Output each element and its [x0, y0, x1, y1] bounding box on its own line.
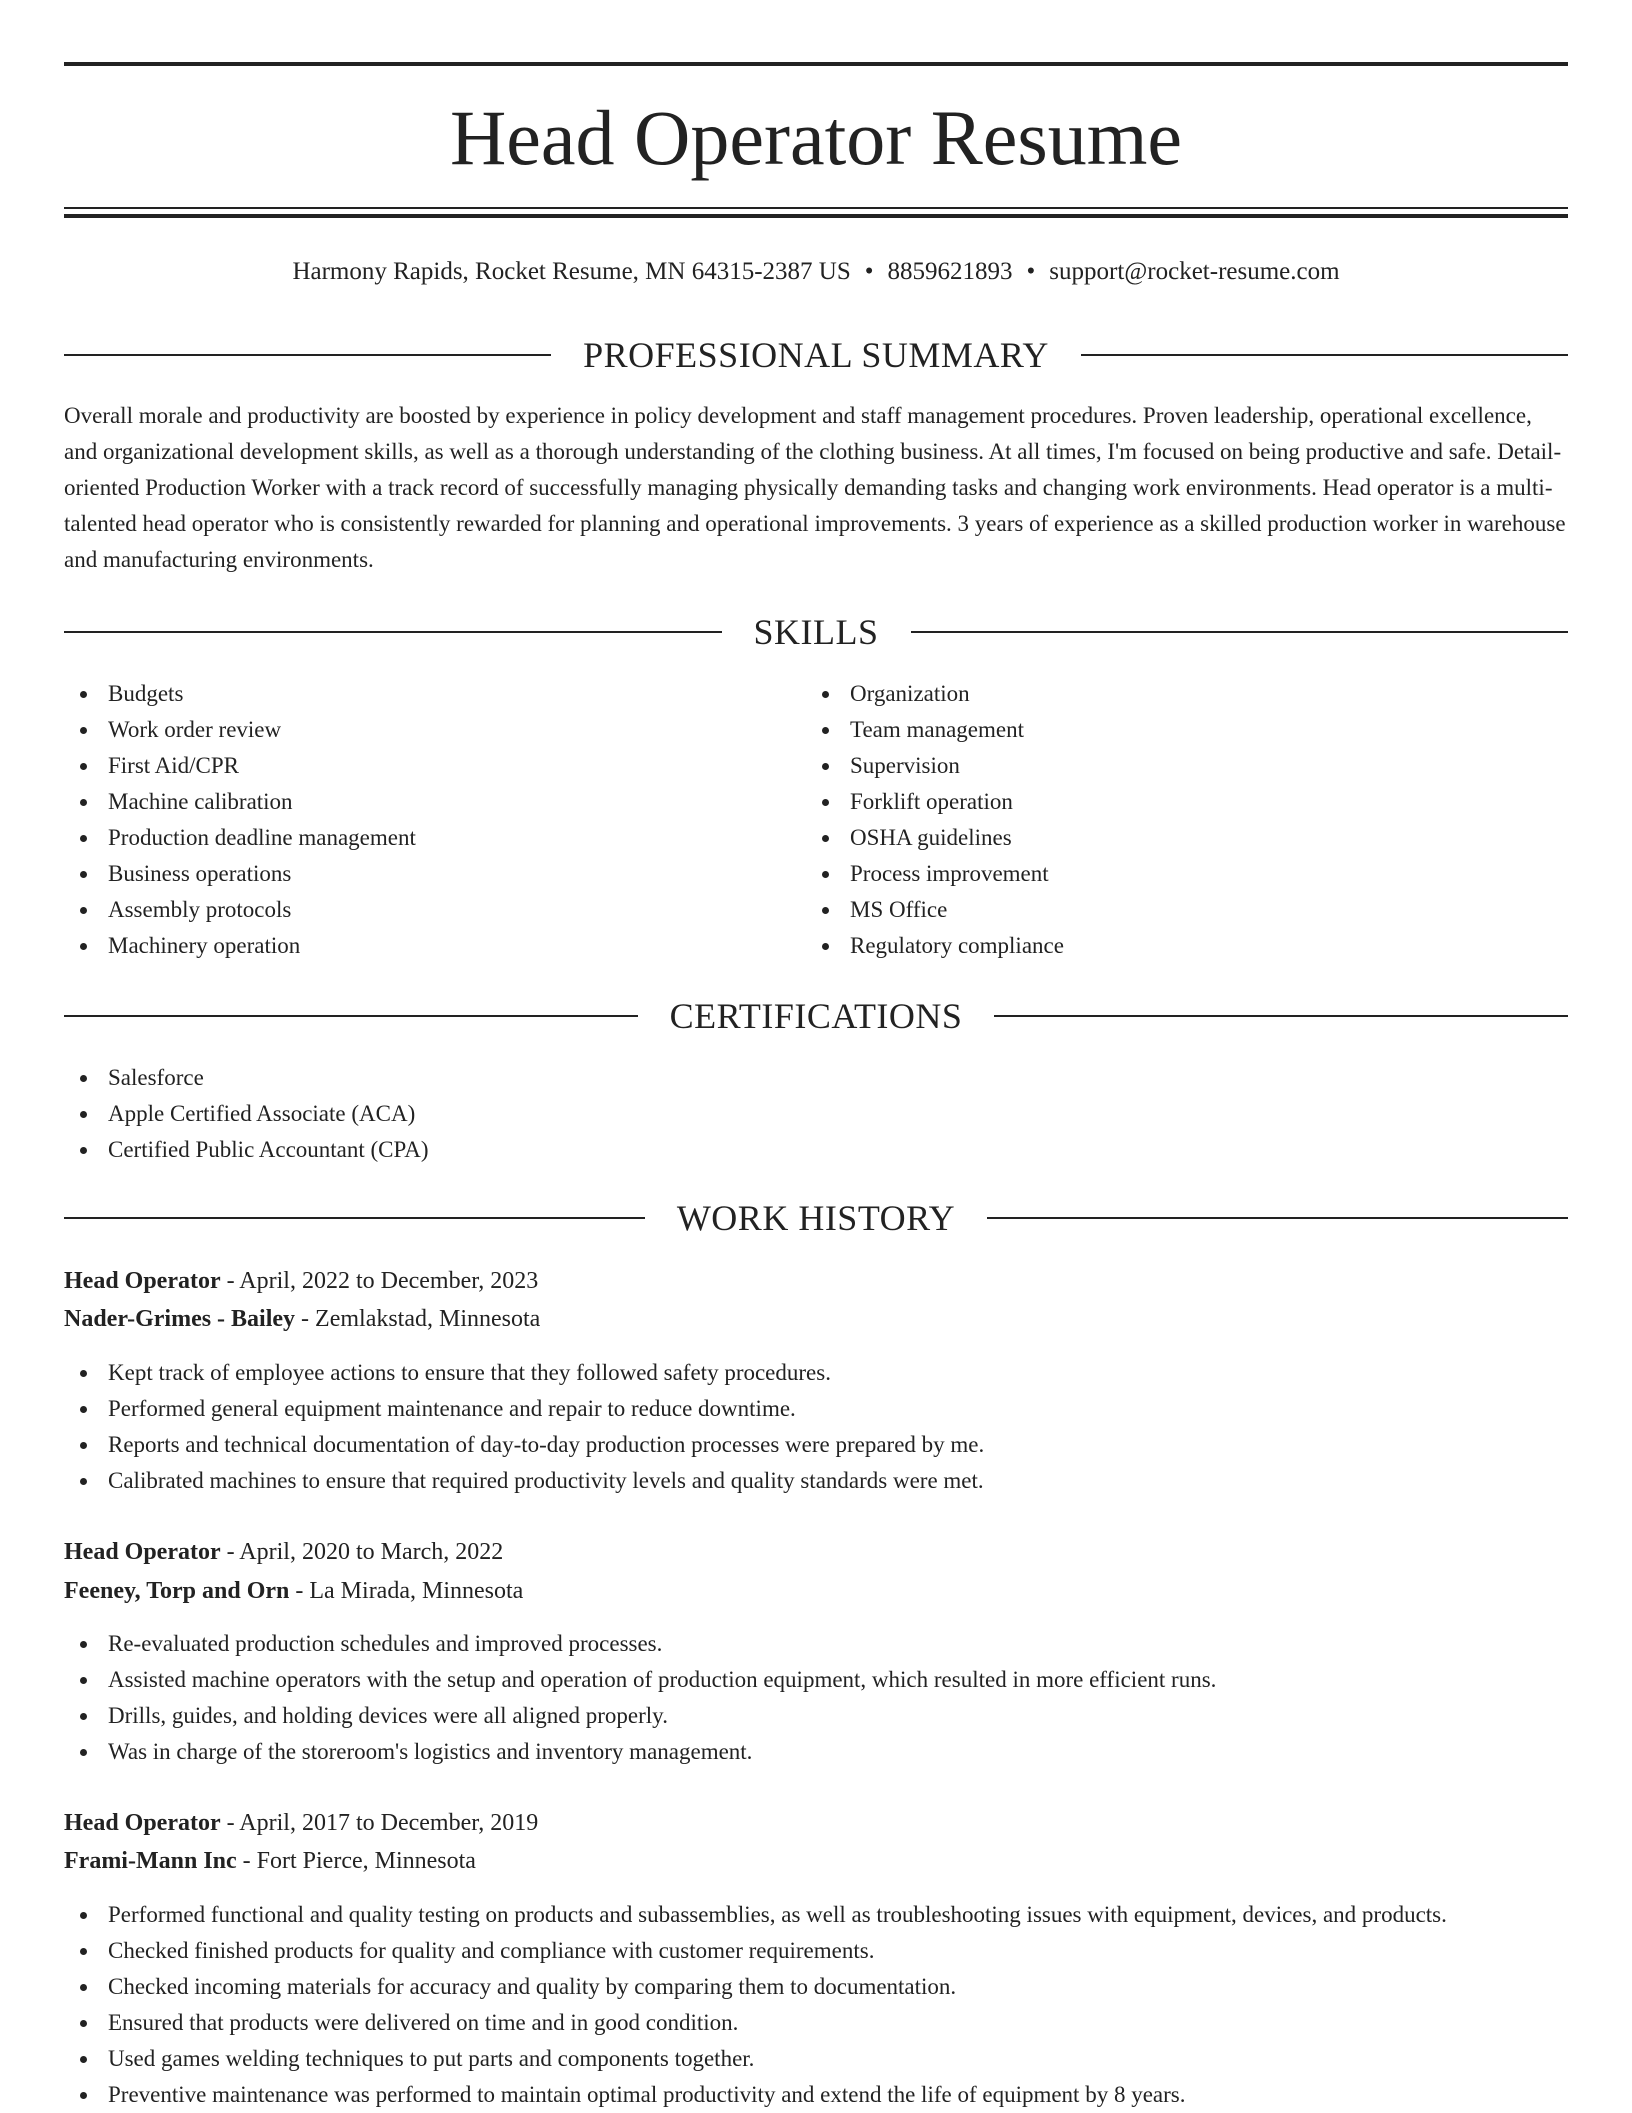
- job-duties-list: [64, 1897, 1568, 2113]
- job-location: - La Mirada, Minnesota: [289, 1578, 524, 1604]
- job-duty-item: Reports and technical documentation of day-to-day production processes were prepared by me.: [64, 1427, 1568, 1463]
- section-heading-summary: [64, 332, 1568, 378]
- job-duty-item: Performed general equipment maintenance and repair to reduce downtime.: [64, 1391, 1568, 1427]
- job-duty-item: Used games welding techniques to put parts and components together.: [64, 2041, 1568, 2077]
- section-rule-left: [64, 354, 551, 356]
- certification-item: Salesforce: [64, 1060, 1568, 1096]
- certifications-list: [64, 1060, 1568, 1168]
- section-heading-skills: [64, 609, 1568, 655]
- skill-item: Forklift operation: [806, 784, 1506, 820]
- section-title: SKILLS: [753, 612, 879, 652]
- job-company: Nader-Grimes - Bailey: [64, 1306, 296, 1332]
- job-employer-line: [64, 1572, 1568, 1610]
- contact-address: Harmony Rapids, Rocket Resume, MN 64315-2387 US: [292, 258, 851, 285]
- skill-item: Machinery operation: [64, 928, 764, 964]
- skill-item: OSHA guidelines: [806, 820, 1506, 856]
- skills-list-left: [64, 676, 764, 964]
- job-dates: - April, 2020 to March, 2022: [220, 1539, 504, 1565]
- job-duty-item: Re-evaluated production schedules and improved processes.: [64, 1626, 1568, 1662]
- job-title: Head Operator: [64, 1539, 221, 1565]
- section-heading-work-history: [64, 1195, 1568, 1241]
- job-company: Feeney, Torp and Orn: [64, 1578, 290, 1604]
- resume-title: Head Operator Resume: [449, 94, 1183, 181]
- job-duty-item: Was in charge of the storeroom's logistics and inventory management.: [64, 1734, 1568, 1770]
- skill-item: Supervision: [806, 748, 1506, 784]
- section-rule-right: [994, 1015, 1568, 1017]
- contact-email: support@rocket-resume.com: [1049, 258, 1340, 285]
- skill-item: Production deadline management: [64, 820, 764, 856]
- skill-item: Team management: [806, 712, 1506, 748]
- section-rule-left: [64, 1015, 638, 1017]
- job-duty-item: Calibrated machines to ensure that required productivity levels and quality standards were met.: [64, 1463, 1568, 1499]
- job-title-line: [64, 1262, 1568, 1300]
- job-duty-item: Performed functional and quality testing on products and subassemblies, as well as troubleshooting issues with equipment, devices, and products.: [64, 1897, 1568, 1933]
- section-rule-left: [64, 1217, 645, 1219]
- skill-item: Process improvement: [806, 856, 1506, 892]
- skill-item: Budgets: [64, 676, 764, 712]
- job-employer-line: [64, 1300, 1568, 1338]
- job-title: Head Operator: [64, 1810, 221, 1836]
- section-title: CERTIFICATIONS: [669, 996, 963, 1036]
- job-duty-item: Preventive maintenance was performed to maintain optimal productivity and extend the life of equipment by 8 years.: [64, 2077, 1568, 2113]
- skill-item: Business operations: [64, 856, 764, 892]
- job-title-line: [64, 1533, 1568, 1571]
- header-double-rule-lower: [64, 214, 1568, 218]
- skill-item: Work order review: [64, 712, 764, 748]
- section-rule-right: [911, 631, 1569, 633]
- section-rule-right: [987, 1217, 1568, 1219]
- contact-phone: 8859621893: [887, 258, 1013, 285]
- section-rule-left: [64, 631, 722, 633]
- skill-item: Machine calibration: [64, 784, 764, 820]
- skill-item: Assembly protocols: [64, 892, 764, 928]
- job-title: Head Operator: [64, 1268, 221, 1294]
- certification-item: Apple Certified Associate (ACA): [64, 1096, 1568, 1132]
- job-duty-item: Ensured that products were delivered on time and in good condition.: [64, 2005, 1568, 2041]
- skills-list-right: [806, 676, 1506, 964]
- contact-separator: •: [1026, 258, 1036, 285]
- job-dates: - April, 2022 to December, 2023: [220, 1268, 539, 1294]
- job-employer-line: [64, 1842, 1568, 1880]
- job-dates: - April, 2017 to December, 2019: [220, 1810, 539, 1836]
- header-top-rule: [64, 62, 1568, 66]
- job-location: - Zemlakstad, Minnesota: [295, 1306, 541, 1332]
- job-location: - Fort Pierce, Minnesota: [236, 1848, 476, 1874]
- job-duty-item: Drills, guides, and holding devices were all aligned properly.: [64, 1698, 1568, 1734]
- job-duty-item: Checked incoming materials for accuracy and quality by comparing them to documentation.: [64, 1969, 1568, 2005]
- skill-item: Regulatory compliance: [806, 928, 1506, 964]
- job-duty-item: Assisted machine operators with the setup and operation of production equipment, which resulted in more efficient runs.: [64, 1662, 1568, 1698]
- section-title: WORK HISTORY: [676, 1198, 956, 1238]
- contact-line: [64, 252, 1568, 292]
- skill-item: Organization: [806, 676, 1506, 712]
- skill-item: First Aid/CPR: [64, 748, 764, 784]
- certification-item: Certified Public Accountant (CPA): [64, 1132, 1568, 1168]
- skills-column-left: [64, 676, 764, 964]
- skills-column-right: [806, 676, 1506, 964]
- job-duties-list: [64, 1626, 1568, 1770]
- header-double-rule-upper: [64, 207, 1568, 209]
- summary-text: Overall morale and productivity are boosted by experience in policy development and staff management procedures. Proven leadership, operational excellence, and organizational development skills, as well as a thorough understanding of the clothing business. At all times, I'm focused on being productive and safe. Detail-oriented Production Worker with a track record of successfully managing physically demanding tasks and changing work environments. Head operator is a multi-talented head operator who is consistently rewarded for planning and operational improvements. 3 years of experience as a skilled production worker in warehouse and manufacturing environments.: [64, 403, 1566, 572]
- section-rule-right: [1081, 354, 1568, 356]
- job-title-line: [64, 1804, 1568, 1842]
- contact-separator: •: [864, 258, 874, 285]
- skill-item: MS Office: [806, 892, 1506, 928]
- section-title: PROFESSIONAL SUMMARY: [583, 335, 1049, 375]
- job-duties-list: [64, 1355, 1568, 1499]
- job-duty-item: Kept track of employee actions to ensure that they followed safety procedures.: [64, 1355, 1568, 1391]
- job-duty-item: Checked finished products for quality and compliance with customer requirements.: [64, 1933, 1568, 1969]
- section-heading-certifications: [64, 993, 1568, 1039]
- job-company: Frami-Mann Inc: [64, 1848, 237, 1874]
